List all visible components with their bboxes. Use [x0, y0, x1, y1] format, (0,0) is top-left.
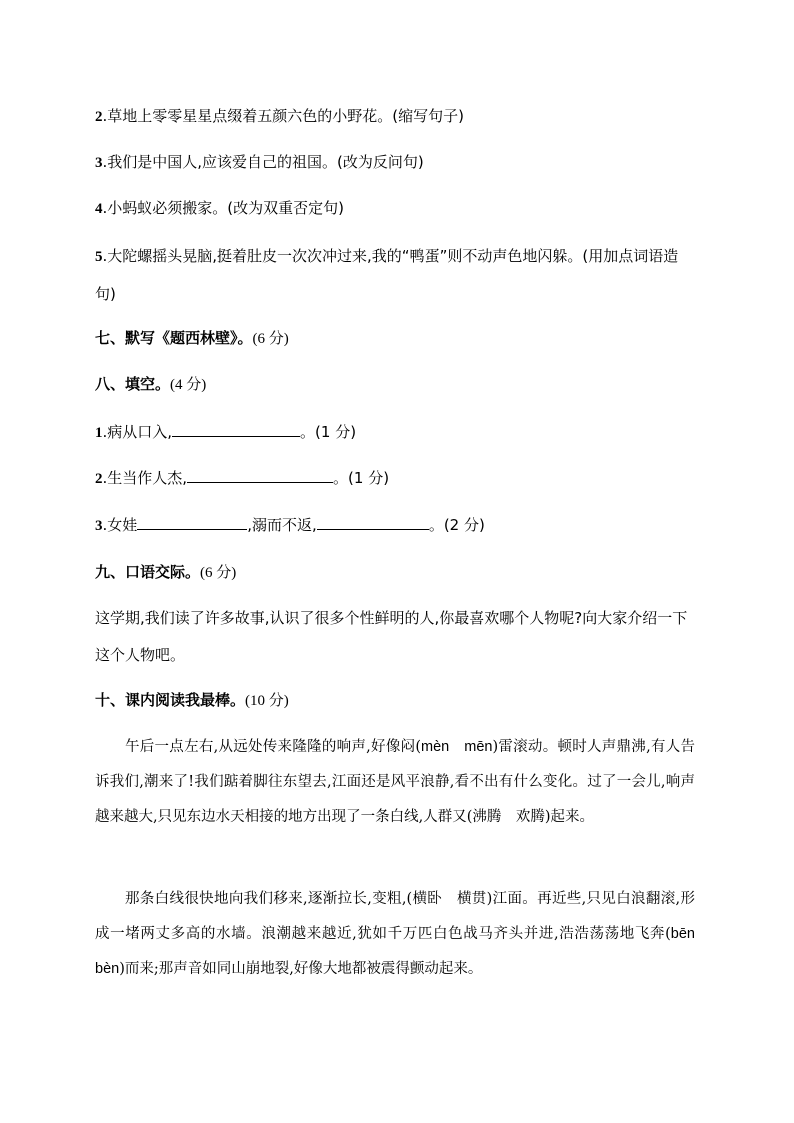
question-number: 2 [95, 109, 103, 125]
section-score: (6 分) [252, 331, 289, 347]
section-score: (4 分) [170, 377, 207, 393]
question-number: 4 [95, 201, 103, 217]
item-suffix: 。(2 分) [428, 516, 485, 534]
item-middle: ,溺而不返, [247, 516, 317, 534]
section-10-heading [95, 690, 289, 711]
item-suffix: 。(1 分) [333, 469, 390, 487]
section-title: 八、填空。 [95, 375, 171, 393]
section-7-heading [95, 328, 289, 349]
reading-paragraph-2: 那条白线很快地向我们移来,逐渐拉长,变粗,(横卧 横贯)江面。再近些,只见白浪翻滚,形成一堵两丈多高的水墙。浪潮越来越近,犹如千万匹白色战马齐头并进,浩浩荡荡地飞奔(bēn bèn)而来;那声音如同山崩地裂,好像大地都被震得颤动起来。 [95, 891, 710, 977]
answer-blank[interactable] [187, 468, 333, 483]
answer-blank[interactable] [172, 422, 300, 437]
question-text: .小蚂蚁必须搬家。(改为双重否定句) [102, 199, 344, 217]
question-2 [95, 106, 464, 127]
section-title: 九、口语交际。 [95, 563, 201, 581]
item-prefix: .病从口入, [102, 423, 173, 441]
item-prefix: .女娃 [102, 516, 138, 534]
question-4 [95, 198, 344, 219]
item-number: 1 [95, 425, 103, 441]
item-number: 2 [95, 471, 103, 487]
fill-item-1 [95, 422, 356, 443]
item-number: 3 [95, 518, 103, 534]
section-8-heading [95, 374, 206, 395]
question-3 [95, 152, 424, 173]
section-score: (6 分) [200, 565, 237, 581]
fill-item-2 [95, 468, 389, 489]
question-text: .草地上零零星星点缀着五颜六色的小野花。(缩写句子) [102, 107, 464, 125]
question-5 [95, 238, 695, 313]
section-title: 十、课内阅读我最棒。 [95, 691, 246, 709]
pinyin-options: bēn bèn [95, 926, 710, 977]
question-number: 3 [95, 155, 103, 171]
section-9-body: 这学期,我们读了许多故事,认识了很多个性鲜明的人,你最喜欢哪个人物呢?向大家介绍一下这个人物吧。 [95, 609, 688, 664]
answer-blank[interactable] [137, 515, 247, 530]
fill-item-3 [95, 515, 485, 536]
question-number: 5 [95, 249, 103, 265]
item-prefix: .生当作人杰, [102, 469, 188, 487]
reading-paragraph-1: 午后一点左右,从远处传来隆隆的响声,好像闷(mèn mēn)雷滚动。顿时人声鼎沸,有人告诉我们,潮来了!我们踮着脚往东望去,江面还是风平浪静,看不出有什么变化。过了一会儿,响声越来越大,只见东边水天相接的地方出现了一条白线,人群又(沸腾 欢腾)起来。 [95, 739, 695, 825]
item-suffix: 。(1 分) [300, 423, 357, 441]
section-score: (10 分) [245, 693, 289, 709]
section-title: 七、默写《题西林壁》。 [95, 329, 253, 347]
section-9-heading [95, 562, 236, 583]
question-text: .大陀螺摇头晃脑,挺着肚皮一次次冲过来,我的“鸭蛋”则不动声色地闪躲。(用加点词语造句) [95, 247, 679, 303]
question-text: .我们是中国人,应该爱自己的祖国。(改为反问句) [102, 153, 424, 171]
answer-blank[interactable] [317, 515, 429, 530]
pinyin-options: mèn mēn [421, 739, 493, 755]
